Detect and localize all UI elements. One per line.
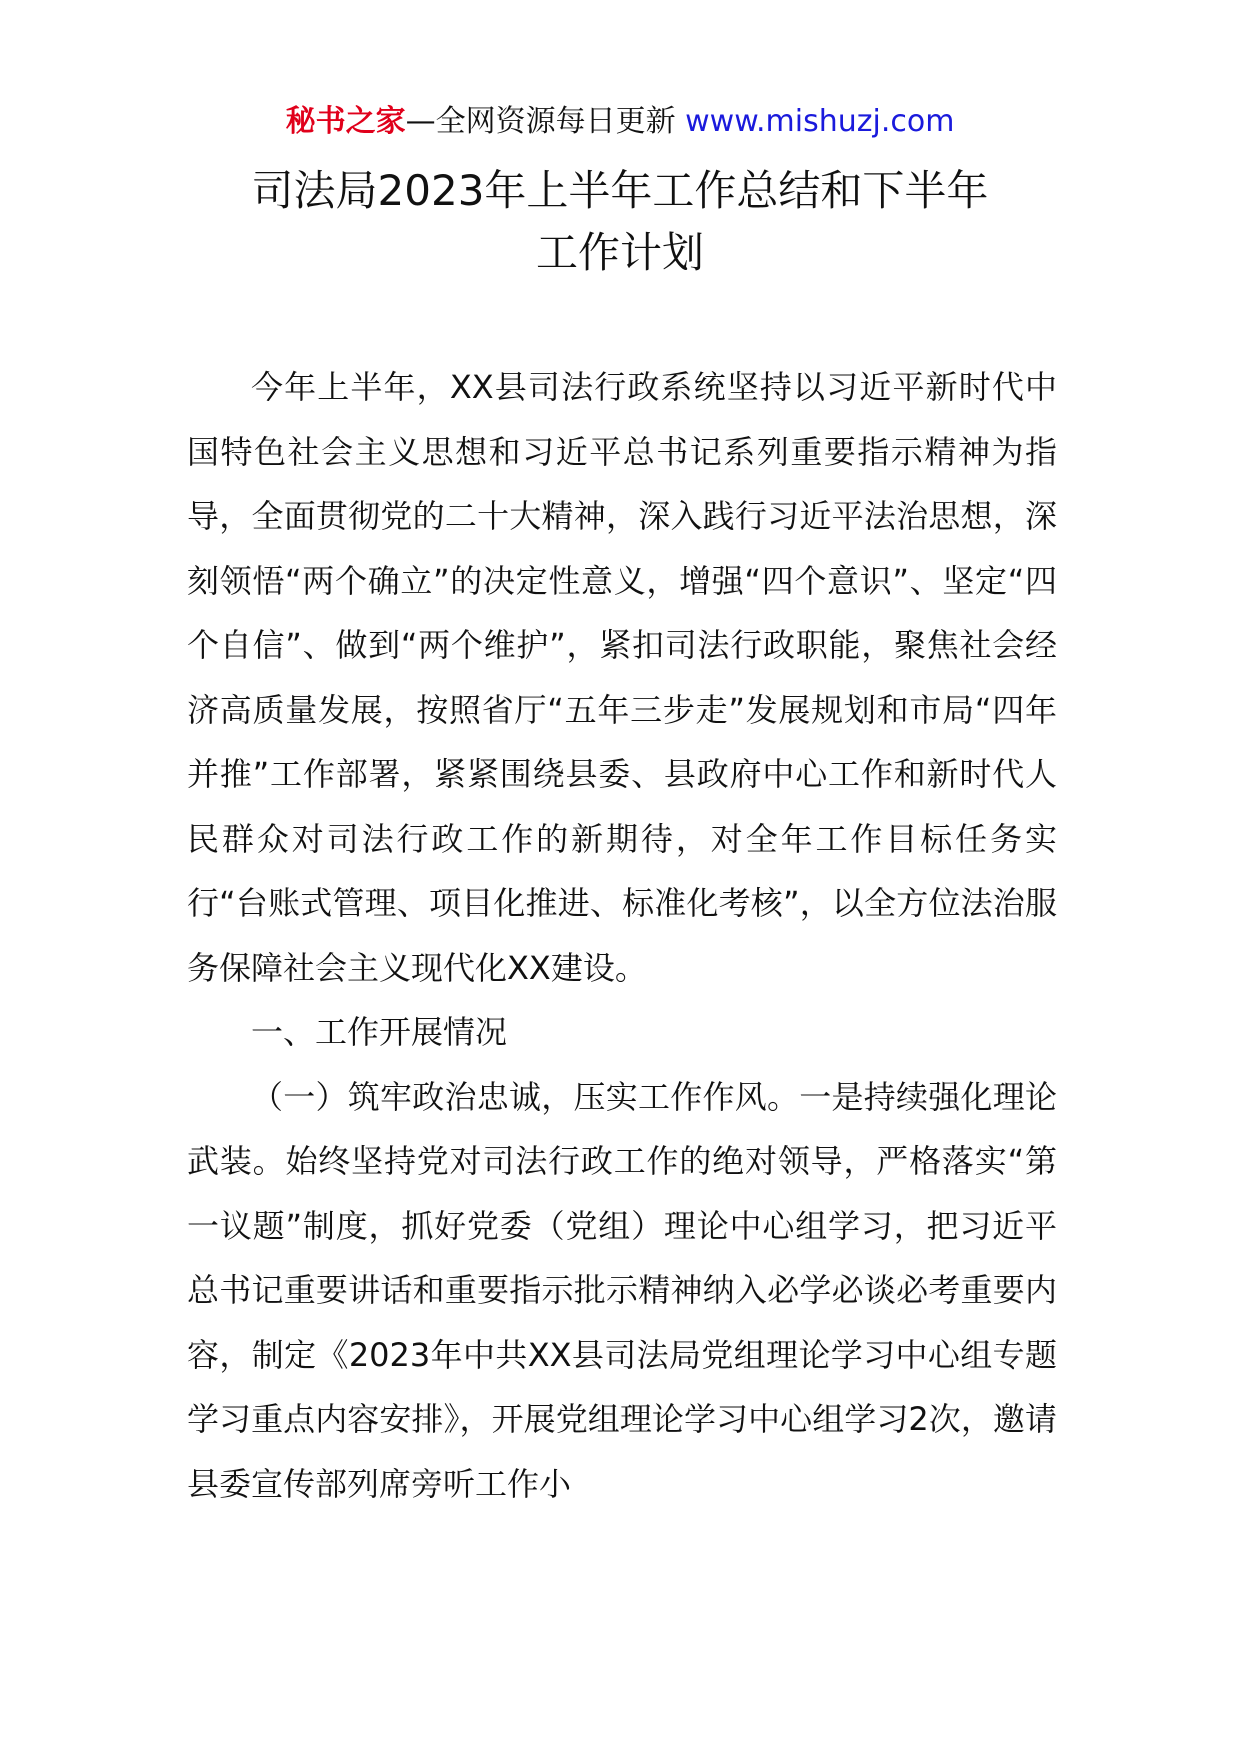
- site-header: [0, 100, 1240, 144]
- title-line-2: 工作计划: [535, 228, 704, 277]
- document-title: [150, 160, 1090, 284]
- header-tagline: —全网资源每日更新: [405, 104, 676, 139]
- site-url-link[interactable]: www.mishuzj.com: [685, 104, 955, 139]
- section-heading: 一、工作开展情况: [251, 1013, 508, 1051]
- section-paragraph: （一）筑牢政治忠诚，压实工作作风。一是持续强化理论武装。始终坚持党对司法行政工作的绝对领导，严格落实“第一议题”制度，抓好党委（党组）理论中心组学习，把习近平总书记重要讲话和重要指示批示精神纳入必学必谈必考重要内容，制定《2023年中共XX县司法局党组理论学习中心组专题学习重点内容安排》，开展党组理论学习中心组学习2次，邀请县委宣传部列席旁听工作小: [187, 1077, 1057, 1503]
- brand-name: 秘书之家: [285, 104, 406, 139]
- title-line-1: 司法局2023年上半年工作总结和下半年: [251, 166, 989, 215]
- document-body: [187, 355, 1057, 1516]
- intro-paragraph: 今年上半年，XX县司法行政系统坚持以习近平新时代中国特色社会主义思想和习近平总书记系列重要指示精神为指导，全面贯彻党的二十大精神，深入践行习近平法治思想，深刻领悟“两个确立”的决定性意义，增强“四个意识”、坚定“四个自信”、做到“两个维护”，紧扣司法行政职能，聚焦社会经济高质量发展，按照省厅“五年三步走”发展规划和市局“四年并推”工作部署，紧紧围绕县委、县政府中心工作和新时代人民群众对司法行政工作的新期待，对全年工作目标任务实行“台账式管理、项目化推进、标准化考核”，以全方位法治服务保障社会主义现代化XX建设。: [187, 368, 1057, 987]
